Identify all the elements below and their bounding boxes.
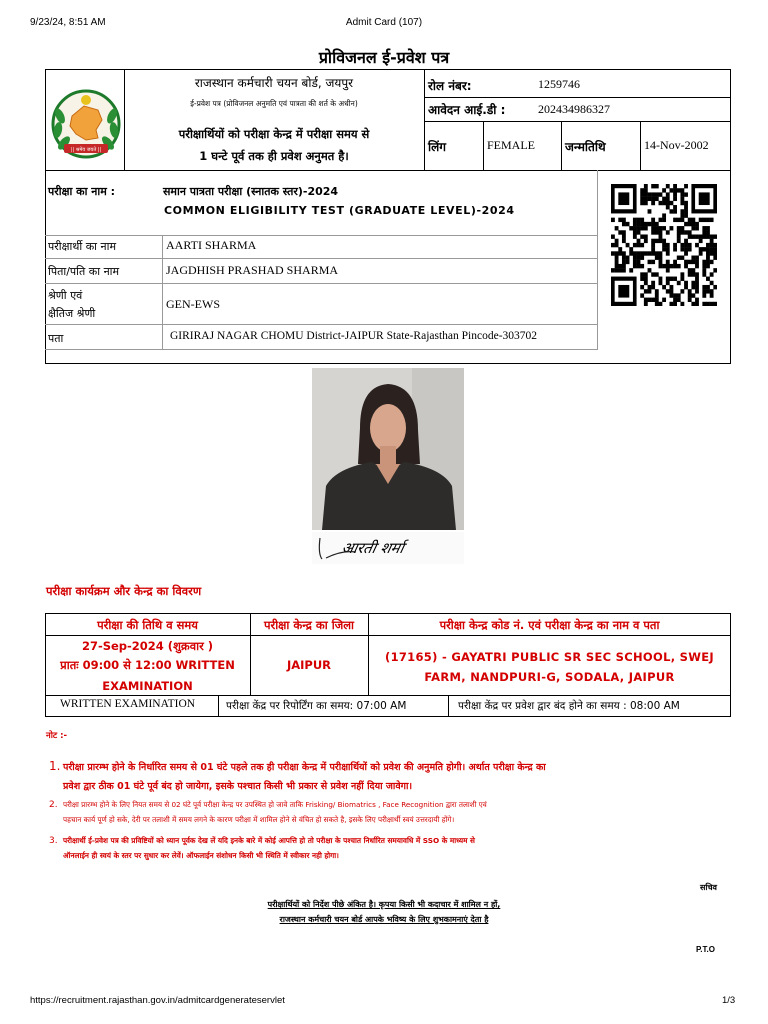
- reporting-notice-line1: परीक्षार्थियों को परीक्षा केन्द्र में परीक्षा समय से: [178, 127, 370, 141]
- note-2-line2: पहचान कार्य पूर्ण हो सके, देरी पर तलाशी में समय लगने के कारण परीक्षा में शामिल होने से वंचित हो सकते है, इसके लिए परीक्षार्थी स्वयं उत्तरदायी होंगे।: [63, 815, 455, 824]
- photo-portrait-icon: [312, 368, 464, 530]
- father-name-label: पिता/पति का नाम: [48, 265, 120, 278]
- note-3-line2: ऑनलाईन ही स्वयं के स्तर पर सुधार कर लेवें। ऑफलाईन संशोधन किसी भी स्थिति में स्वीकार नही होगा।: [63, 851, 339, 860]
- print-page-count: 1/3: [722, 995, 736, 1006]
- gate-close-time: परीक्षा केंद्र पर प्रवेश द्वार बंद होने का समय : 08:00 AM: [458, 700, 680, 712]
- note-3-line1: परीक्षार्थी ई-प्रवेश पत्र की प्रविष्टियों को ध्यान पूर्वक देख लें यदि इनके बारे में कोई आपत्ति हो तो परीक्षा के पश्चात निर्धारित समयावधि में SSO के माध्यम से: [63, 836, 475, 845]
- note-2-line1: परीक्षा प्रारम्भ होने के लिए नियत समय से 02 घंटे पूर्व परीक्षा केन्द्र पर उपस्थित हो जावे ताकि Frisking/ Biomatrics , Face Recognition द्वारा तलाशी एवं: [63, 800, 487, 809]
- exam-center-line1: (17165) - GAYATRI PUBLIC SR SEC SCHOOL, SWEJ: [385, 650, 714, 664]
- schedule-section-title: परीक्षा कार्यक्रम और केन्द्र का विवरण: [46, 584, 202, 598]
- note-1-line2: प्रवेश द्वार ठीक 01 घंटे पूर्व बंद हो जायेगा, इसके पश्चात किसी भी प्रकार से प्रवेश नहीं दिया जावेगा।: [63, 781, 413, 792]
- candidate-signature: [312, 532, 464, 564]
- note-1-number: 1.: [49, 759, 61, 773]
- exam-name-hindi: समान पात्रता परीक्षा (स्नातक स्तर)-2024: [163, 185, 339, 198]
- pto-label: P.T.O: [696, 945, 715, 954]
- dob-value: 14-Nov-2002: [644, 138, 709, 152]
- category-value: GEN-EWS: [166, 297, 220, 311]
- roll-number-label: रोल नंबर:: [428, 79, 472, 93]
- board-name: राजस्थान कर्मचारी चयन बोर्ड, जयपुर: [194, 76, 354, 90]
- col-header-district: परीक्षा केन्द्र का जिला: [263, 618, 355, 632]
- signature-stroke-icon: [312, 532, 464, 564]
- exam-center-line2: FARM, NANDPURI-G, SODALA, JAIPUR: [424, 670, 675, 684]
- admit-subtitle: ई-प्रवेश पत्र (प्रोविजनल अनुमति एवं पात्रता की शर्त के अधीन): [190, 99, 358, 108]
- emblem-icon: [50, 86, 122, 162]
- candidate-photo: [312, 368, 464, 530]
- application-id-label: आवेदन आई.डी :: [428, 103, 506, 117]
- application-id-value: 202434986327: [538, 102, 610, 116]
- col-header-date: परीक्षा की तिथि व समय: [97, 618, 198, 632]
- address-label: पता: [48, 332, 64, 345]
- exam-date: 27-Sep-2024 (शुक्रवार ): [81, 639, 214, 653]
- footer-line2: राजस्थान कर्मचारी चयन बोर्ड आपके भविष्य के लिए शुभकामनाएं देता है: [279, 915, 489, 924]
- reporting-time: परीक्षा केंद्र पर रिपोर्टिंग का समय: 07:00 AM: [226, 700, 407, 712]
- gender-label: लिंग: [428, 140, 447, 154]
- print-url: https://recruitment.rajasthan.gov.in/admitcardgenerateservlet: [30, 995, 285, 1006]
- footer-line1: परीक्षार्थियों को निर्देश पीछे अंकित है। कृपया किसी भी कदाचार में शामिल न हों,: [267, 900, 501, 909]
- exam-time: प्रातः 09:00 से 12:00 WRITTEN: [60, 658, 235, 672]
- rssb-logo: [50, 86, 122, 162]
- exam-type: WRITTEN EXAMINATION: [60, 698, 196, 710]
- category-label-line2: क्षैतिज श्रेणी: [48, 307, 96, 320]
- father-name-value: JAGDHISH PRASHAD SHARMA: [166, 263, 339, 277]
- category-label-line1: श्रेणी एवं: [48, 289, 83, 302]
- candidate-name-label: परीक्षार्थी का नाम: [48, 240, 117, 253]
- reporting-notice-line2: 1 घन्टे पूर्व तक ही प्रवेश अनुमत है।: [199, 149, 349, 163]
- qr-code: [611, 184, 717, 306]
- note-2-number: 2.: [49, 800, 58, 810]
- secretary-signoff: सचिव: [700, 883, 718, 892]
- candidate-name-value: AARTI SHARMA: [166, 238, 257, 252]
- document-title: प्रोविजनल ई-प्रवेश पत्र: [318, 48, 450, 67]
- signature-text: आरती शर्मा: [340, 539, 406, 557]
- logo-ribbon-text: || श्रमेव जयते ||: [70, 147, 102, 153]
- dob-label: जन्मतिथि: [565, 140, 606, 154]
- notes-label: नोट :-: [46, 731, 68, 741]
- note-1-line1: परीक्षा प्रारम्भ होने के निर्धारित समय से 01 घंटे पहले तक ही परीक्षा केन्द्र में परीक्षार्थियों को प्रवेश की अनुमति होगी। अर्थात परीक्षा केन्द्र का: [63, 762, 546, 773]
- exam-district: JAIPUR: [286, 658, 332, 672]
- roll-number-value: 1259746: [538, 77, 580, 91]
- exam-label: परीक्षा का नाम :: [48, 185, 116, 198]
- gender-value: FEMALE: [487, 138, 535, 152]
- exam-name-english: COMMON ELIGIBILITY TEST (GRADUATE LEVEL)-2024: [164, 204, 515, 217]
- qr-code-icon: [611, 184, 717, 306]
- address-value: GIRIRAJ NAGAR CHOMU District-JAIPUR State-Rajasthan Pincode-303702: [170, 330, 538, 342]
- note-3-number: 3.: [49, 836, 58, 846]
- print-datetime: 9/23/24, 8:51 AM: [30, 17, 106, 28]
- print-tab-title: Admit Card (107): [345, 17, 423, 28]
- exam-mode-line: EXAMINATION: [102, 679, 193, 693]
- col-header-center: परीक्षा केन्द्र कोड नं. एवं परीक्षा केन्द्र का नाम व पता: [439, 618, 660, 632]
